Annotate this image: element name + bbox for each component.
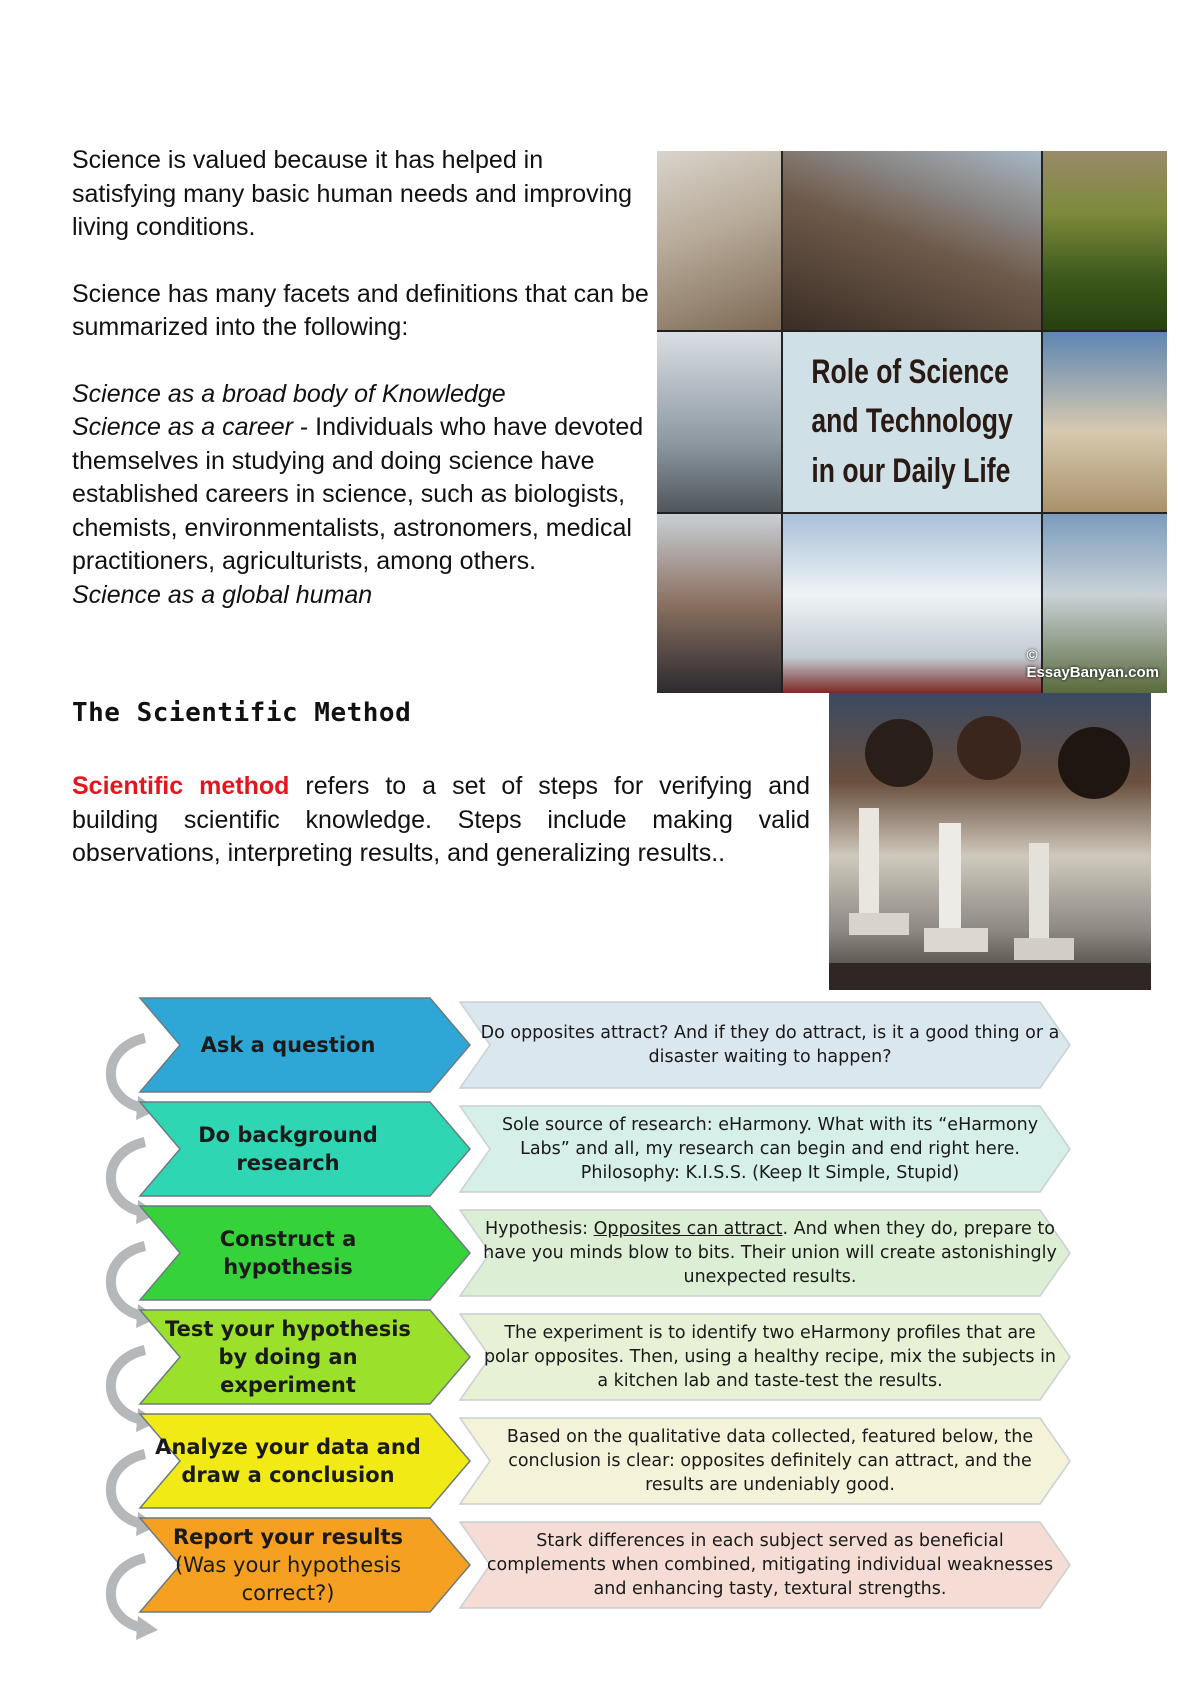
collage-tile-phone: [657, 514, 781, 693]
intro-text: [72, 144, 652, 612]
step-desc-background-research: Sole source of research: eHarmony. What with its “eHarmony Labs” and all, my research can begin and end right here. Philosophy: K.I.S.S. (Keep It Simple, Stupid): [501, 1115, 1039, 1183]
collage-title-line-1: Role of Science: [811, 353, 1009, 392]
scientific-method-diagram: [100, 990, 1110, 1610]
collage-title-line-3: in our Daily Life: [811, 451, 1011, 490]
collage-watermark: © EssayBanyan.com: [1026, 646, 1160, 681]
collage-tile-lab: [657, 332, 781, 511]
students-microscope-photo: [829, 693, 1151, 990]
definition-career-term: Science as a career: [72, 413, 293, 441]
collage-tile-laptop-child: [783, 151, 1041, 330]
method-definition-text: refers to a set of steps for verifying and building scientific knowledge. Steps include making valid observations, interpreting results, and generalizing results..: [72, 772, 810, 867]
step-label-ask-question: Ask a question: [200, 1033, 376, 1057]
science-technology-collage: [657, 151, 1167, 693]
step-desc-analyze-data: Based on the qualitative data collected, featured below, the conclusion is clear: opposites definitely can attract, and the results are undeniably good.: [506, 1427, 1034, 1495]
collage-title-line-2: and Technology: [811, 402, 1013, 441]
step-label-report-results: [152, 1518, 424, 1612]
collage-tile-train: [783, 514, 1041, 693]
definition-career-text: - Individuals who have devoted themselves in studying and doing science have established careers in science, such as biologists, chemists, environmentalists, astronomers, medical practitioners, agriculturists, among others.: [72, 413, 644, 575]
collage-tile-rocket: [1043, 332, 1167, 511]
definition-career: [72, 411, 652, 579]
step-desc-test-hypothesis: The experiment is to identify two eHarmony profiles that are polar opposites. Then, using a healthy recipe, mix the subjects in a kitchen lab and taste-test the results.: [483, 1323, 1057, 1391]
collage-tile-laundry: [657, 151, 781, 330]
collage-tile-farm: [1043, 151, 1167, 330]
definition-knowledge: Science as a broad body of Knowledge: [72, 379, 506, 408]
connector-arrowhead: [136, 1616, 158, 1640]
step-desc-report-results: Stark differences in each subject served as beneficial complements when combined, mitigating individual weaknesses and enhancing tasty, textural strengths.: [486, 1531, 1054, 1599]
collage-title: [811, 348, 1012, 496]
definition-global: Science as a global human: [72, 580, 373, 609]
hypothesis-underlined: Opposites can attract: [593, 1219, 783, 1239]
scientific-method-heading: The Scientific Method: [72, 698, 412, 728]
report-results-bold: Report your results: [172, 1525, 404, 1549]
intro-paragraph-1: Science is valued because it has helped in satisfying many basic human needs and improving living conditions.: [72, 146, 633, 241]
collage-tile-missile: [1026, 514, 1167, 693]
method-definition: [72, 770, 810, 871]
hypothesis-prefix: Hypothesis:: [485, 1219, 594, 1239]
collage-title-tile: [783, 332, 1041, 511]
step-desc-ask-question: Do opposites attract? And if they do attract, is it a good thing or a disaster waiting to happen?: [480, 1023, 1060, 1067]
step-desc-construct-hypothesis: [480, 1210, 1060, 1296]
microscope-illustration: [829, 693, 1151, 990]
method-term: Scientific method: [72, 772, 290, 800]
report-results-rest: (Was your hypothesis correct?): [174, 1553, 402, 1605]
hypothesis-suffix: . And when they do, prepare to have you minds blow to bits. Their union will create astonishingly unexpected results.: [483, 1219, 1057, 1287]
step-label-construct-hypothesis: Construct a hypothesis: [219, 1227, 357, 1279]
step-label-test-hypothesis: Test your hypothesis by doing an experiment: [165, 1317, 411, 1397]
step-label-background-research: Do background research: [198, 1123, 378, 1175]
intro-paragraph-2: Science has many facets and definitions that can be summarized into the following:: [72, 279, 649, 341]
step-label-analyze-data: Analyze your data and draw a conclusion: [155, 1435, 421, 1487]
